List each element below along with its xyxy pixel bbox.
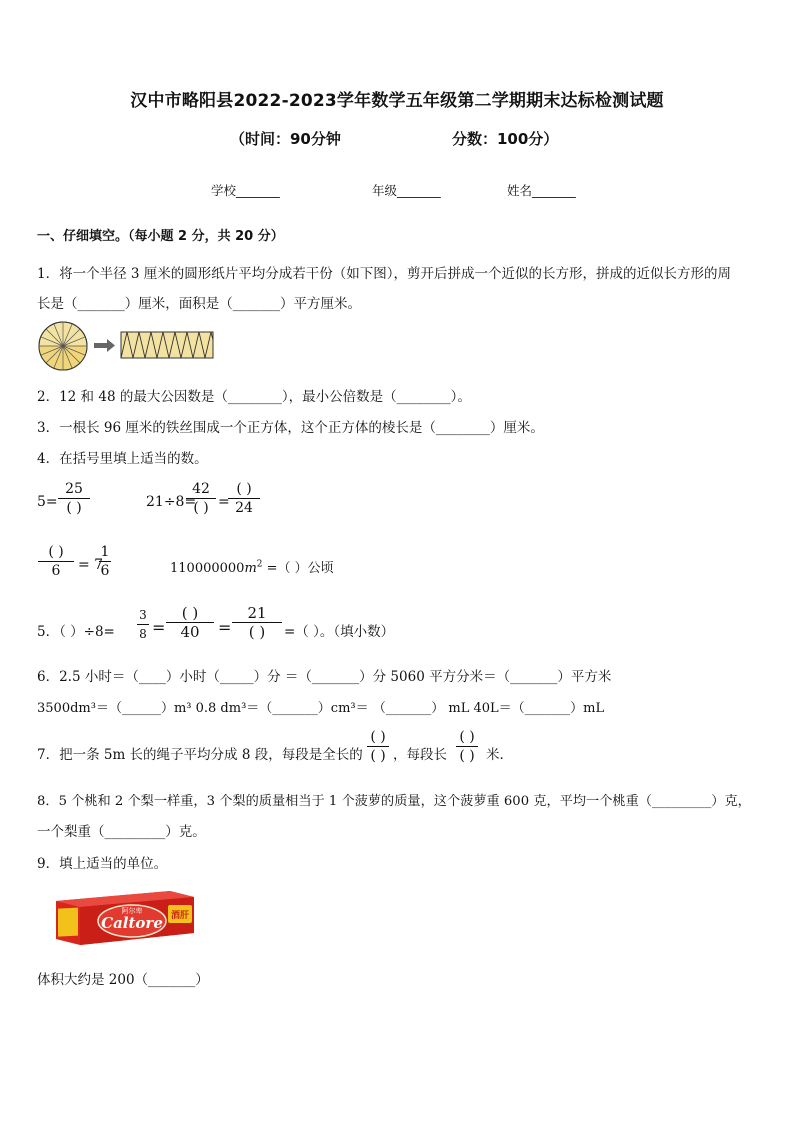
toothpaste-box-image (52, 887, 198, 949)
section-heading: 一、仔细填空。（每小题 2 分，共 20 分） (37, 229, 284, 244)
q5-fraction-3 (232, 605, 282, 641)
box-badge: 酒肝 (170, 911, 190, 921)
q4-d-rest: =（ ）公顷 (262, 561, 334, 576)
q5-equals-1: = (152, 618, 166, 637)
q4-a-left: 5= (37, 494, 58, 510)
q4-c-fraction (38, 544, 74, 580)
q5-end: =（ ）。（填小数） (284, 624, 395, 640)
q5-equals-2: = (218, 618, 232, 637)
right-arrow-icon (94, 339, 115, 352)
q4-c-mixed-fraction (99, 544, 111, 580)
q5-f3-denominator: ( ) (248, 623, 266, 641)
box-brand-label: Caltore (101, 914, 163, 932)
box-cn-label: 阿尔卑 (121, 907, 143, 915)
q4-a-numerator: 25 (65, 481, 83, 497)
q4-c-fraction-denominator: 6 (100, 563, 110, 579)
q7-fraction-1 (367, 729, 389, 765)
school-field: 学校_______ (211, 183, 280, 198)
q7-end: 米． (486, 747, 513, 763)
question-8-line-2: 一个梨重（_________）克。 (37, 824, 206, 840)
q4-c-denominator: 6 (51, 563, 61, 579)
question-9-intro: 9．填上适当的单位。 (37, 856, 168, 872)
q4-c-equals: = 7 (78, 557, 104, 573)
q5-fraction-2 (166, 605, 214, 641)
q4-b-left: 21÷8= (146, 494, 197, 510)
circle-to-rectangle-figure (37, 320, 217, 372)
q4-a-fraction (58, 481, 90, 517)
question-2: 2．12 和 48 的最大公因数是（________），最小公倍数是（________）。 (37, 389, 471, 405)
q4-c-fraction-numerator: 1 (100, 544, 110, 560)
q4-b-numerator-2: ( ) (236, 481, 252, 497)
q4-a-denominator: ( ) (66, 500, 82, 516)
q5-f1-numerator: 3 (139, 608, 147, 622)
q4-d-number: 110000000 (170, 561, 245, 576)
exam-score: 分数：100分） (452, 130, 559, 148)
grade-field: 年级_______ (372, 183, 441, 198)
page-title: 汉中市略阳县2022-2023学年数学五年级第二学期期末达标检测试题 (130, 91, 664, 111)
question-1-line-2: 长是（_______）厘米，面积是（_______）平方厘米。 (37, 296, 361, 312)
q5-f2-denominator: 40 (180, 623, 200, 641)
q7-f1-numerator: ( ) (370, 729, 386, 745)
question-1-line-1: 1．将一个半径 3 厘米的圆形纸片平均分成若干份（如下图），剪开后拼成一个近似的长方形，拼成的近似长方形的周 (37, 266, 732, 282)
sectored-circle-icon (39, 322, 87, 370)
q4-d-unit: m (244, 561, 257, 576)
q4-b-equals: = (218, 494, 230, 510)
q4-b-denominator-2: 24 (235, 500, 253, 516)
q7-fraction-2 (456, 729, 478, 765)
q4-d-expression (170, 557, 334, 576)
q5-start: 5．（ ）÷8= (37, 624, 115, 640)
q4-c-numerator: ( ) (48, 544, 64, 560)
name-field: 姓名_______ (507, 183, 576, 198)
zigzag-rectangle-icon (121, 332, 213, 358)
q5-f1-denominator: 8 (139, 627, 147, 641)
exam-time: （时间：90分钟 (230, 130, 341, 148)
question-6-line-2: 3500dm³＝（______）m³ 0.8 dm³＝（_______）cm³＝ （_______） mL 40L＝（_______）mL (37, 701, 605, 716)
q5-f3-numerator: 21 (247, 604, 267, 622)
q7-f2-denominator: ( ) (459, 748, 475, 764)
question-8-line-1: 8．5 个桃和 2 个梨一样重，3 个梨的质量相当于 1 个菠萝的质量，这个菠萝重 600 克，平均一个桃重（_________）克， (37, 794, 751, 809)
q4-b-fraction-1 (186, 481, 216, 517)
q4-b-denominator-1: ( ) (193, 500, 209, 516)
question-4-intro: 4．在括号里填上适当的数。 (37, 451, 208, 467)
q7-mid: ，每段长 (393, 747, 447, 763)
q7-f1-denominator: ( ) (370, 748, 386, 764)
question-6-line-1: 6．2.5 小时＝（____）小时（_____）分 ＝（_______）分 5060 平方分米＝（_______）平方米 (37, 669, 612, 685)
q7-f2-numerator: ( ) (459, 729, 475, 745)
question-9-answer-line: 体积大约是 200（_______） (37, 972, 209, 988)
question-3: 3．一根长 96 厘米的铁丝围成一个正方体，这个正方体的棱长是（________）厘米。 (37, 420, 544, 436)
q4-b-fraction-2 (228, 481, 260, 517)
q5-f2-numerator: ( ) (181, 604, 199, 622)
q5-fraction-1 (137, 607, 149, 643)
q4-d-superscript: 2 (256, 559, 263, 570)
q7-start: 7．把一条 5m 长的绳子平均分成 8 段，每段是全长的 (37, 747, 363, 763)
q4-b-numerator-1: 42 (192, 481, 210, 497)
